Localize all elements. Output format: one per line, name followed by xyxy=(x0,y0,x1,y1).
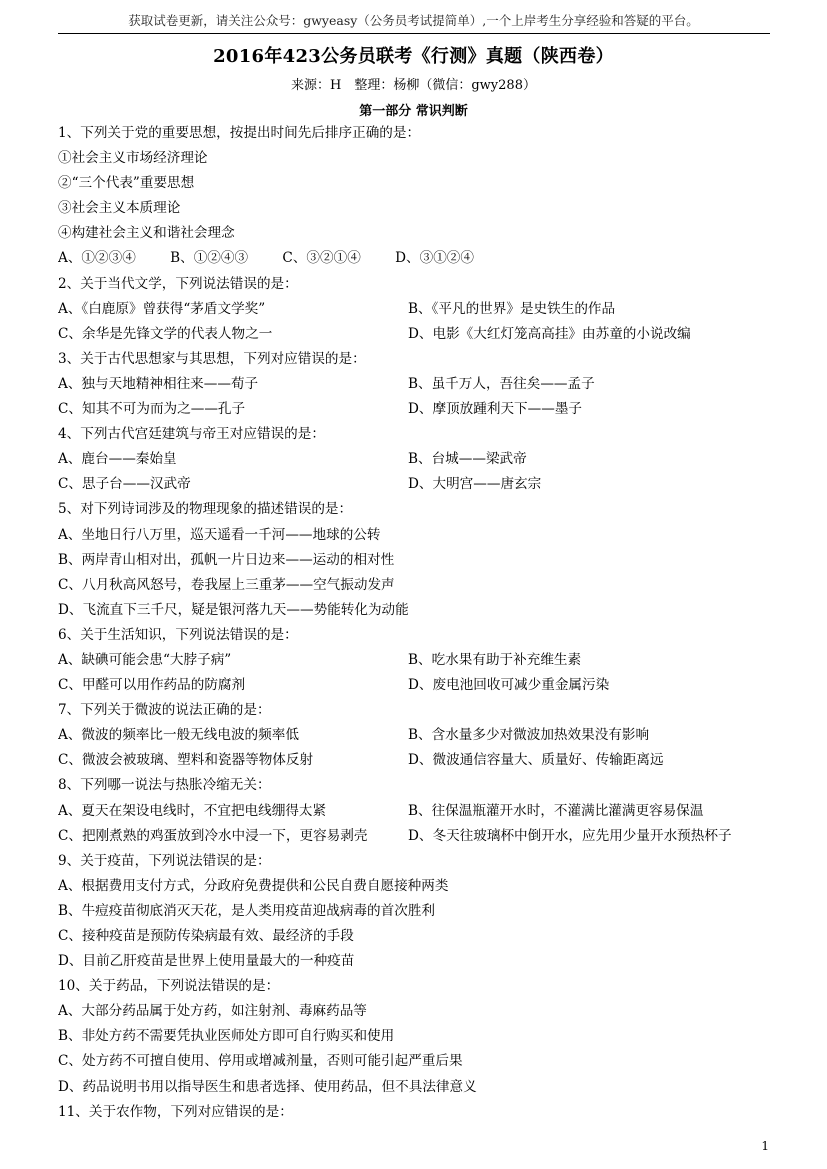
question-6-option-d: D、废电池回收可减少重金属污染 xyxy=(408,677,610,694)
question-9-option-d: D、目前乙肝疫苗是世界上使用量最大的一种疫苗 xyxy=(58,953,355,970)
question-5-stem: 5、对下列诗词涉及的物理现象的描述错误的是： xyxy=(58,501,353,518)
question-10-option-b: B、非处方药不需要凭执业医师处方即可自行购买和使用 xyxy=(58,1028,395,1045)
question-2-option-c: C、余华是先锋文学的代表人物之一 xyxy=(58,325,273,342)
question-8-options-ab xyxy=(58,799,770,824)
question-5-option-d: D、飞流直下三千尺，疑是银河落九天——势能转化为动能 xyxy=(58,601,409,618)
question-4-option-a: A、鹿台——秦始皇 xyxy=(58,451,177,468)
header-note: 获取试卷更新，请关注公众号：gwyeasy（公务员考试提简单）,一个上岸考生分享经验和答疑的平台。 xyxy=(128,13,699,28)
question-2-option-a: A、《白鹿原》曾获得“茅盾文学奖” xyxy=(58,300,266,317)
question-8-option-d: D、冬天往玻璃杯中倒开水，应先用少量开水预热杯子 xyxy=(408,827,732,844)
question-4-options-cd xyxy=(58,472,770,497)
question-5-option-b: B、两岸青山相对出，孤帆一片日边来——运动的相对性 xyxy=(58,551,395,568)
question-3-option-d: D、摩顶放踵利天下——墨子 xyxy=(408,401,583,418)
question-4-option-d: D、大明宫——唐玄宗 xyxy=(408,476,542,493)
question-2-options-cd xyxy=(58,322,770,347)
section-title: 第一部分 常识判断 xyxy=(359,104,468,119)
question-1-option-b: B、①②④③ xyxy=(170,250,249,267)
question-8-stem: 8、下列哪一说法与热胀冷缩无关： xyxy=(58,777,271,794)
question-6-stem: 6、关于生活知识，下列说法错误的是： xyxy=(58,626,298,643)
question-3-options-ab xyxy=(58,372,770,397)
question-1-stem: 1、下列关于党的重要思想，按提出时间先后排序正确的是： xyxy=(58,125,421,141)
question-3-stem: 3、关于古代思想家与其思想，下列对应错误的是： xyxy=(58,350,366,367)
question-6-option-c: C、甲醛可以用作药品的防腐剂 xyxy=(58,677,246,694)
question-1-option-a: A、①②③④ xyxy=(58,250,136,267)
question-1-item-1: ①社会主义市场经济理论 xyxy=(58,150,208,167)
question-9-option-b: B、牛痘疫苗彻底消灭天花，是人类用疫苗迎战病毒的首次胜利 xyxy=(58,902,436,919)
question-5-option-c: C、八月秋高风怒号，卷我屋上三重茅——空气振动发声 xyxy=(58,576,395,593)
question-7-stem: 7、下列关于微波的说法正确的是： xyxy=(58,702,271,719)
question-1-option-c: C、③②①④ xyxy=(282,250,361,267)
question-2-option-d: D、电影《大红灯笼高高挂》由苏童的小说改编 xyxy=(408,325,691,342)
question-9-stem: 9、关于疫苗，下列说法错误的是： xyxy=(58,852,271,869)
question-8-option-b: B、往保温瓶灌开水时，不灌满比灌满更容易保温 xyxy=(408,802,704,819)
question-9-option-c: C、接种疫苗是预防传染病最有效、最经济的手段 xyxy=(58,928,354,944)
question-4-option-b: B、台城——梁武帝 xyxy=(408,451,527,468)
question-7-option-a: A、微波的频率比一般无线电波的频率低 xyxy=(58,727,299,744)
question-4-option-c: C、思子台——汉武帝 xyxy=(58,476,191,493)
question-3-option-b: B、虽千万人，吾往矣——孟子 xyxy=(408,375,595,392)
question-3-options-cd xyxy=(58,397,770,422)
question-8-options-cd xyxy=(58,824,770,849)
header-rule xyxy=(58,33,770,34)
page-number: 1 xyxy=(761,1139,769,1153)
question-6-option-b: B、吃水果有助于补充维生素 xyxy=(408,651,582,668)
question-6-option-a: A、缺碘可能会患“大脖子病” xyxy=(58,651,232,668)
question-2-options-ab xyxy=(58,297,770,322)
question-8-option-c: C、把刚煮熟的鸡蛋放到冷水中浸一下，更容易剥壳 xyxy=(58,827,368,844)
question-list xyxy=(58,121,770,1125)
question-4-options-ab xyxy=(58,447,770,472)
question-1-option-d: D、③①②④ xyxy=(395,250,474,267)
question-3-option-c: C、知其不可为而为之——孔子 xyxy=(58,401,246,418)
question-10-option-a: A、大部分药品属于处方药，如注射剂、毒麻药品等 xyxy=(58,1003,367,1020)
question-7-options-cd xyxy=(58,748,770,773)
question-10-option-c: C、处方药不可擅自使用、停用或增减剂量，否则可能引起严重后果 xyxy=(58,1053,463,1070)
question-1-item-2: ②“三个代表”重要思想 xyxy=(58,175,195,192)
question-5-option-a: A、坐地日行八万里，巡天遥看一千河——地球的公转 xyxy=(58,526,381,543)
question-7-option-b: B、含水量多少对微波加热效果没有影响 xyxy=(408,727,650,744)
question-7-options-ab xyxy=(58,723,770,748)
question-11-stem: 11、关于农作物，下列对应错误的是： xyxy=(58,1103,293,1120)
question-1-item-4: ④构建社会主义和谐社会理念 xyxy=(58,225,235,242)
question-10-stem: 10、关于药品，下列说法错误的是： xyxy=(58,978,280,995)
question-3-option-a: A、独与天地精神相往来——荀子 xyxy=(58,375,259,392)
question-7-option-c: C、微波会被玻璃、塑料和瓷器等物体反射 xyxy=(58,752,314,769)
question-7-option-d: D、微波通信容量大、质量好、传输距离远 xyxy=(408,752,664,769)
question-1-options xyxy=(58,246,770,271)
question-1-item-3: ③社会主义本质理论 xyxy=(58,200,181,217)
question-2-stem: 2、关于当代文学，下列说法错误的是： xyxy=(58,275,298,292)
question-2-option-b: B、《平凡的世界》是史铁生的作品 xyxy=(408,300,616,317)
question-10-option-d: D、药品说明书用以指导医生和患者选择、使用药品，但不具法律意义 xyxy=(58,1078,477,1095)
question-4-stem: 4、下列古代宫廷建筑与帝王对应错误的是： xyxy=(58,426,325,443)
question-6-options-ab xyxy=(58,648,770,673)
question-9-option-a: A、根据费用支付方式，分政府免费提供和公民自费自愿接种两类 xyxy=(58,877,449,894)
source-line: 来源：H 整理：杨柳（微信：gwy288） xyxy=(291,78,536,93)
question-6-options-cd xyxy=(58,673,770,698)
question-8-option-a: A、夏天在架设电线时，不宜把电线绷得太紧 xyxy=(58,802,327,819)
page-title: 2016年423公务员联考《行测》真题（陕西卷） xyxy=(213,46,614,67)
